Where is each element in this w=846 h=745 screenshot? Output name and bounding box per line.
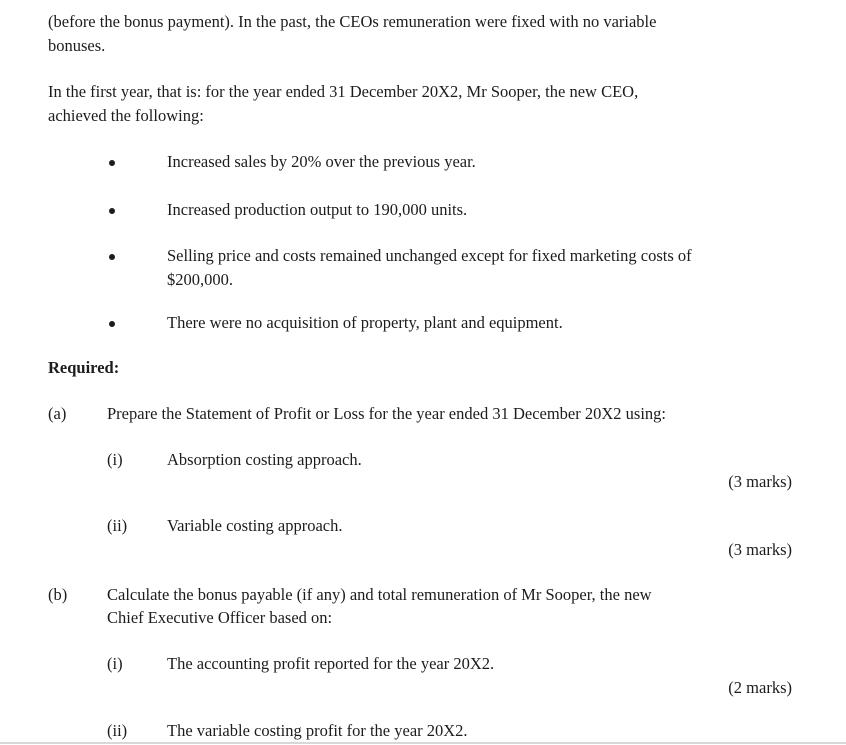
required-heading: Required:	[48, 358, 120, 377]
question-a-label: (a)	[48, 404, 67, 423]
question-b-ii-label: (ii)	[107, 721, 128, 740]
question-a-ii-marks: (3 marks)	[728, 540, 792, 559]
question-a-ii-text: Variable costing approach.	[167, 516, 343, 535]
question-b-ii-text: The variable costing profit for the year 20X2.	[167, 721, 468, 740]
question-a-i-text: Absorption costing approach.	[167, 450, 362, 469]
bullet-icon	[109, 254, 115, 260]
first-year-line-1: In the first year, that is: for the year ended 31 December 20X2, Mr Sooper, the new CEO,	[48, 82, 639, 101]
bullet-icon	[109, 208, 115, 214]
intro-line-1: (before the bonus payment). In the past, the CEOs remuneration were fixed with no variable	[48, 12, 657, 31]
question-b-line-1: Calculate the bonus payable (if any) and total remuneration of Mr Sooper, the new	[107, 585, 652, 604]
question-a-ii-label: (ii)	[107, 516, 128, 535]
question-a-i-marks: (3 marks)	[728, 472, 792, 491]
question-b-label: (b)	[48, 585, 68, 604]
question-b-i-text: The accounting profit reported for the year 20X2.	[167, 654, 495, 673]
achievement-text: Increased sales by 20% over the previous year.	[167, 152, 476, 171]
page-bottom-edge	[0, 742, 846, 744]
bullet-icon	[109, 321, 115, 327]
question-b-i-label: (i)	[107, 654, 123, 673]
achievement-text-continued: $200,000.	[167, 270, 233, 289]
question-a-text: Prepare the Statement of Profit or Loss for the year ended 31 December 20X2 using:	[107, 404, 667, 423]
question-b-i-marks: (2 marks)	[728, 678, 792, 697]
bullet-icon	[109, 160, 115, 166]
achievement-text: Increased production output to 190,000 units.	[167, 200, 468, 219]
achievement-text: There were no acquisition of property, plant and equipment.	[167, 313, 563, 332]
first-year-line-2: achieved the following:	[48, 106, 204, 125]
question-a-i-label: (i)	[107, 450, 123, 469]
intro-line-2: bonuses.	[48, 36, 106, 55]
question-b-line-2: Chief Executive Officer based on:	[107, 608, 333, 627]
achievement-text: Selling price and costs remained unchanged except for fixed marketing costs of	[167, 246, 692, 265]
